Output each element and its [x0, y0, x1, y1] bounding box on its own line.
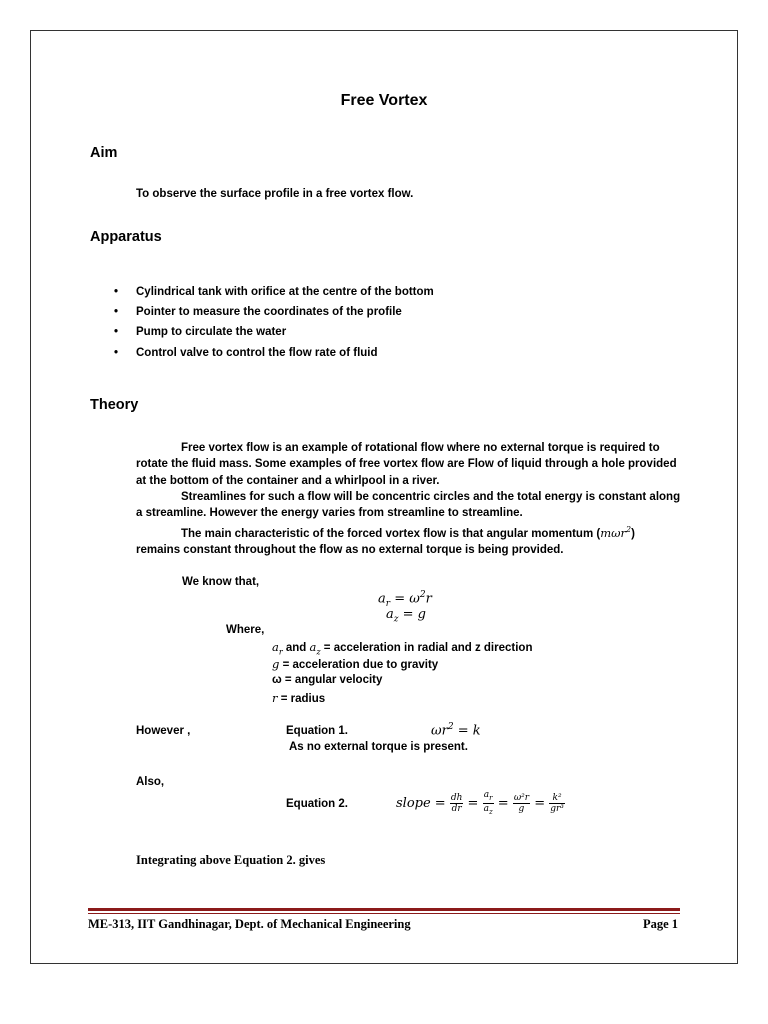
aim-text: To observe the surface profile in a free vortex flow. — [136, 188, 414, 200]
aim-heading: Aim — [90, 145, 118, 161]
definition-acceleration: $a_r$ and $a_z$ = acceleration in radial and z direction — [272, 640, 533, 657]
definition-gravity: g = acceleration due to gravity — [272, 657, 439, 671]
equation-az: $a_z = g$ — [386, 607, 426, 625]
footer-rule-thin — [88, 913, 680, 914]
definition-angular-velocity: ω = angular velocity — [272, 674, 383, 686]
list-item: • Pump to circulate the water — [136, 323, 434, 343]
equation-2-label: Equation 2. — [286, 798, 348, 810]
apparatus-list — [114, 283, 434, 364]
footer-page-number: Page 1 — [642, 917, 678, 931]
theory-paragraph-1: Free vortex flow is an example of rotational flow where no external torque is required to rotate the fluid mass. Some examples of free vortex flow are Flow of liquid through a hole provided at the bottom of the container and a whirlpool in a river. — [136, 442, 677, 487]
we-know-text: We know that, — [182, 576, 260, 588]
bullet-icon: • — [114, 286, 119, 298]
footer-course: ME-313, IIT Gandhinagar, Dept. of Mechanical Engineering — [88, 917, 411, 931]
equation-1-label: Equation 1. — [286, 725, 348, 737]
definition-radius: r = radius — [272, 691, 326, 705]
equation-1: $\omega r^2 = k$ — [431, 722, 481, 739]
equation-ar: $a_r = \omega^2r$ — [378, 590, 432, 609]
list-item: • Control valve to control the flow rate of fluid — [136, 344, 434, 364]
list-item: • Pointer to measure the coordinates of the profile — [136, 303, 434, 323]
however-text: However , — [136, 725, 191, 737]
footer-rule-thick — [88, 908, 680, 911]
bullet-icon: • — [114, 306, 119, 319]
also-text: Also, — [136, 776, 165, 788]
bullet-icon: • — [114, 326, 119, 339]
bullet-icon: • — [114, 346, 119, 359]
list-item: • Cylindrical tank with orifice at the centre of the bottom — [136, 283, 434, 303]
theory-paragraph-3: The main characteristic of the forced vortex flow is that angular momentum (mωr$^2$) remains constant throughout the flow as no external torque is being provided. — [136, 525, 635, 557]
equation-1-note: As no external torque is present. — [289, 741, 468, 753]
where-text: Where, — [226, 624, 265, 636]
apparatus-heading: Apparatus — [90, 229, 162, 245]
equation-2: slope = $\frac{dh}{dr}$ = $\frac{a_r}{a_z}$ = $\frac{\text{ω²r}}{g}$ = $\frac{\text{k²}}{\text{gr³}}$ — [396, 790, 564, 816]
theory-paragraph-2: Streamlines for such a flow will be concentric circles and the total energy is constant along a streamline. However the energy varies from streamline to streamline. — [136, 491, 681, 520]
theory-heading: Theory — [90, 397, 139, 413]
integrating-text: Integrating above Equation 2. gives — [136, 853, 326, 867]
page-title: Free Vortex — [340, 92, 428, 109]
